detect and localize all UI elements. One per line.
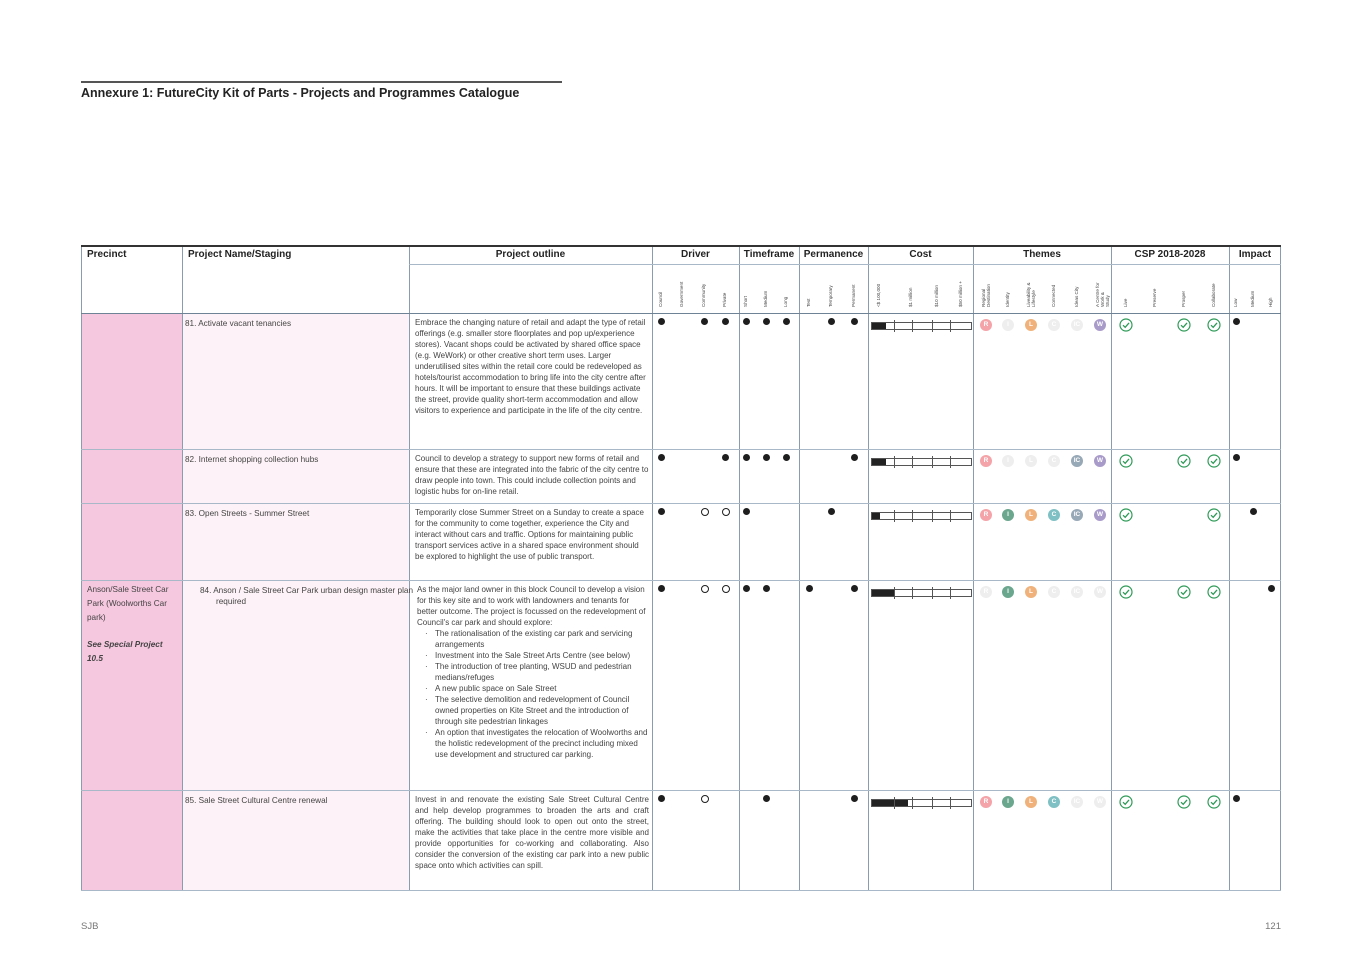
cost-bar-fill bbox=[872, 459, 886, 465]
cost-bar-tick bbox=[950, 320, 951, 332]
subheader-timeframe-2: Long bbox=[783, 296, 788, 307]
permanence-filled-dot bbox=[851, 318, 858, 325]
project-name: 81. Activate vacant tenancies bbox=[185, 319, 292, 328]
theme-ic-badge: IC bbox=[1071, 455, 1083, 467]
project-outline-bullet: · A new public space on Sale Street bbox=[435, 683, 651, 694]
driver-open-dot bbox=[701, 795, 709, 803]
timeframe-filled-dot bbox=[763, 318, 770, 325]
row-divider bbox=[81, 449, 1281, 450]
csp-check-icon bbox=[1177, 795, 1191, 809]
row-divider bbox=[81, 890, 1281, 891]
driver-filled-dot bbox=[658, 318, 665, 325]
csp-check-icon bbox=[1207, 795, 1221, 809]
theme-w-badge: W bbox=[1094, 796, 1106, 808]
project-outline-bullet: · The rationalisation of the existing car park and servicing arrangements bbox=[435, 628, 651, 650]
footer-company: SJB bbox=[81, 921, 99, 932]
csp-check-icon bbox=[1177, 454, 1191, 468]
cost-bar-tick bbox=[912, 320, 913, 332]
impact-filled-dot bbox=[1233, 454, 1240, 461]
impact-filled-dot bbox=[1268, 585, 1275, 592]
theme-c-badge: C bbox=[1048, 455, 1060, 467]
csp-check-icon bbox=[1119, 318, 1133, 332]
precinct-name: Anson/Sale Street Car Park (Woolworths Car park) bbox=[87, 585, 169, 622]
cost-bar-tick bbox=[932, 456, 933, 468]
subheader-impact-1: Medium bbox=[1250, 290, 1255, 307]
column-divider bbox=[868, 247, 869, 890]
permanence-filled-dot bbox=[828, 318, 835, 325]
cost-bar-fill bbox=[872, 513, 880, 519]
header-precinct: Precinct bbox=[87, 249, 127, 260]
impact-filled-dot bbox=[1233, 795, 1240, 802]
theme-i-badge: I bbox=[1002, 509, 1014, 521]
driver-filled-dot bbox=[701, 318, 708, 325]
cost-bar-tick bbox=[912, 797, 913, 809]
cost-bar-tick bbox=[912, 510, 913, 522]
csp-check-icon bbox=[1207, 454, 1221, 468]
header-project-outline: Project outline bbox=[495, 249, 566, 260]
theme-c-badge: C bbox=[1048, 796, 1060, 808]
projects-catalogue-table bbox=[81, 245, 1281, 890]
subheader-permanence-2: Permanent bbox=[851, 284, 856, 307]
theme-l-badge: L bbox=[1025, 796, 1037, 808]
cost-bar-tick bbox=[950, 797, 951, 809]
subheader-timeframe-1: Medium bbox=[763, 290, 768, 307]
project-outline: Invest in and renovate the existing Sale Street Cultural Centre and help develop programmes to broaden the arts and craft offering. The building should look to open out onto the street, make the activities that take place in the centre more visible and provide opportunities for co-working and collaborating. Also consider the conversion of the existing car park into a new public space onto which activities can spill. bbox=[415, 795, 649, 870]
project-outline: Council to develop a strategy to support new forms of retail and ensure that these are integrated into the fabric of the city centre to draw people into town. This could include collection points and logistic hubs for on-line retail. bbox=[415, 454, 649, 496]
cost-bar-tick bbox=[932, 510, 933, 522]
permanence-filled-dot bbox=[806, 585, 813, 592]
driver-filled-dot bbox=[658, 454, 665, 461]
project-outline: Embrace the changing nature of retail and adapt the type of retail offerings (e.g. smaller store floorplates and pop up/experience stores). Vacant shops could be activated by shared office space (e.g. WeWork) or other creative short term uses. Larger underutilised sites within the retail core could be redeveloped as hotels/tourist accommodation to bring life into the city centre after hours. It will be important to ensure that these buildings activate the street, provide quality short-term accommodation and allow visitors to experience and participate in the life of the city centre. bbox=[415, 318, 646, 415]
header-driver: Driver bbox=[681, 249, 710, 260]
theme-c-badge: C bbox=[1048, 586, 1060, 598]
theme-r-badge: R bbox=[980, 455, 992, 467]
subheader-driver-0: Council bbox=[658, 291, 663, 307]
cost-bar-tick bbox=[894, 320, 895, 332]
cost-bar bbox=[871, 589, 972, 597]
column-divider bbox=[799, 247, 800, 890]
cost-bar-tick bbox=[912, 587, 913, 599]
csp-check-icon bbox=[1119, 508, 1133, 522]
column-divider bbox=[652, 247, 653, 890]
subheader-impact-0: Low bbox=[1233, 298, 1238, 307]
cost-bar bbox=[871, 322, 972, 330]
subheader-themes-2: Liveability & Lifestyle bbox=[1025, 282, 1036, 307]
theme-l-badge: L bbox=[1025, 319, 1037, 331]
cost-bar-tick bbox=[932, 797, 933, 809]
theme-i-badge: I bbox=[1002, 586, 1014, 598]
theme-r-badge: R bbox=[980, 319, 992, 331]
row-divider bbox=[81, 790, 1281, 791]
header-csp: CSP 2018-2028 bbox=[1134, 249, 1206, 260]
timeframe-filled-dot bbox=[763, 454, 770, 461]
subheader-driver-2: Community bbox=[701, 283, 706, 307]
driver-open-dot bbox=[701, 508, 709, 516]
subheader-driver-1: Government bbox=[679, 281, 684, 307]
subheader-cost-2: $10 million bbox=[934, 285, 939, 307]
title-rule bbox=[81, 81, 562, 83]
subheader-csp-0: Live bbox=[1123, 298, 1128, 307]
subheader-csp-2: Prosper bbox=[1181, 290, 1186, 307]
theme-c-badge: C bbox=[1048, 509, 1060, 521]
timeframe-filled-dot bbox=[783, 454, 790, 461]
project-outline-list bbox=[417, 628, 651, 760]
column-divider bbox=[1229, 247, 1230, 890]
column-divider bbox=[1111, 247, 1112, 890]
cost-bar-fill bbox=[872, 800, 908, 806]
impact-filled-dot bbox=[1250, 508, 1257, 515]
permanence-filled-dot bbox=[828, 508, 835, 515]
subheader-csp-3: Collaborate bbox=[1211, 283, 1216, 307]
theme-i-badge: I bbox=[1002, 319, 1014, 331]
subheader-themes-3: Connected bbox=[1051, 284, 1056, 307]
column-divider bbox=[81, 247, 82, 890]
precinct-note: See Special Project 10.5 bbox=[87, 640, 163, 663]
driver-open-dot bbox=[701, 585, 709, 593]
project-outline: Temporarily close Summer Street on a Sunday to create a space for the community to come together, experience the City and interact without cars and traffic. Options for maintaining public transport services active in a shared space environment should be explored to highlight the use of public transport. bbox=[415, 508, 644, 561]
header-permanence: Permanence bbox=[803, 249, 864, 260]
cost-bar-tick bbox=[950, 456, 951, 468]
header-bottom-rule bbox=[81, 313, 1281, 314]
subheader-driver-3: Private bbox=[722, 292, 727, 307]
permanence-filled-dot bbox=[851, 585, 858, 592]
theme-w-badge: W bbox=[1094, 509, 1106, 521]
page-title: Annexure 1: FutureCity Kit of Parts - Projects and Programmes Catalogue bbox=[81, 86, 520, 100]
column-divider bbox=[182, 247, 183, 890]
theme-l-badge: L bbox=[1025, 509, 1037, 521]
cost-bar bbox=[871, 799, 972, 807]
cost-bar-tick bbox=[894, 510, 895, 522]
subheader-csp-1: Preserve bbox=[1152, 288, 1157, 307]
project-outline-bullet: · The selective demolition and redevelopment of Council owned properties on Kite Street and the introduction of through site pedestrian linkages bbox=[435, 694, 651, 727]
csp-check-icon bbox=[1177, 318, 1191, 332]
cost-bar-tick bbox=[950, 510, 951, 522]
timeframe-filled-dot bbox=[743, 585, 750, 592]
cost-bar-tick bbox=[912, 456, 913, 468]
timeframe-filled-dot bbox=[743, 454, 750, 461]
table-top-rule bbox=[81, 245, 1281, 247]
subheader-impact-2: High bbox=[1268, 297, 1273, 307]
cost-bar-fill bbox=[872, 590, 894, 596]
subheader-themes-1: Identity bbox=[1005, 292, 1010, 307]
cost-bar-tick bbox=[894, 456, 895, 468]
permanence-filled-dot bbox=[851, 795, 858, 802]
theme-r-badge: R bbox=[980, 796, 992, 808]
csp-check-icon bbox=[1119, 585, 1133, 599]
subheader-themes-4: Ideas City bbox=[1074, 286, 1079, 307]
driver-open-dot bbox=[722, 508, 730, 516]
cost-bar-tick bbox=[932, 587, 933, 599]
csp-check-icon bbox=[1207, 318, 1221, 332]
header-themes: Themes bbox=[1023, 249, 1061, 260]
driver-filled-dot bbox=[722, 318, 729, 325]
theme-i-badge: I bbox=[1002, 455, 1014, 467]
subheader-timeframe-0: Short bbox=[743, 296, 748, 307]
subheader-cost-3: $50 million + bbox=[957, 281, 963, 307]
driver-filled-dot bbox=[658, 795, 665, 802]
csp-check-icon bbox=[1119, 454, 1133, 468]
cost-bar-tick bbox=[950, 587, 951, 599]
project-outline-bullet: · An option that investigates the relocation of Woolworths and the holistic redevelopment of the precinct including mixed use development and structured car parking. bbox=[435, 727, 651, 760]
csp-check-icon bbox=[1207, 508, 1221, 522]
theme-ic-badge: IC bbox=[1071, 586, 1083, 598]
subheader-permanence-0: Test bbox=[806, 298, 811, 307]
permanence-filled-dot bbox=[851, 454, 858, 461]
project-outline-intro: As the major land owner in this block Council to develop a vision for this key site and to work with landowners and tenants for better outcome. The project is focussed on the redevelopment of Council's car park and should explore: bbox=[417, 585, 646, 627]
cost-bar-tick bbox=[932, 320, 933, 332]
cost-bar-tick bbox=[894, 587, 895, 599]
impact-filled-dot bbox=[1233, 318, 1240, 325]
cost-bar bbox=[871, 512, 972, 520]
project-outline-bullet: · Investment into the Sale Street Arts Centre (see below) bbox=[435, 650, 651, 661]
project-outline bbox=[417, 584, 651, 760]
theme-w-badge: W bbox=[1094, 586, 1106, 598]
theme-ic-badge: IC bbox=[1071, 796, 1083, 808]
precinct-label bbox=[87, 583, 179, 666]
project-outline-bullet: · The introduction of tree planting, WSUD and pedestrian medians/refuges bbox=[435, 661, 651, 683]
theme-l-badge: L bbox=[1025, 455, 1037, 467]
project-name: 82. Internet shopping collection hubs bbox=[185, 455, 319, 464]
row-divider bbox=[81, 580, 1281, 581]
column-divider bbox=[409, 247, 410, 890]
csp-check-icon bbox=[1177, 585, 1191, 599]
theme-r-badge: R bbox=[980, 586, 992, 598]
theme-i-badge: I bbox=[1002, 796, 1014, 808]
project-name: 84. Anson / Sale Street Car Park urban design master plan required bbox=[200, 586, 413, 606]
driver-open-dot bbox=[722, 585, 730, 593]
driver-filled-dot bbox=[658, 508, 665, 515]
header-impact: Impact bbox=[1238, 249, 1272, 260]
subheader-permanence-1: Temporary bbox=[828, 285, 833, 307]
timeframe-filled-dot bbox=[763, 795, 770, 802]
subheader-themes-0: Regional Destination bbox=[980, 284, 991, 307]
header-cost: Cost bbox=[909, 249, 932, 260]
theme-ic-badge: IC bbox=[1071, 509, 1083, 521]
timeframe-filled-dot bbox=[743, 508, 750, 515]
row-divider bbox=[81, 503, 1281, 504]
theme-ic-badge: IC bbox=[1071, 319, 1083, 331]
timeframe-filled-dot bbox=[743, 318, 750, 325]
subheader-cost-0: <$ 100,000 bbox=[876, 283, 881, 307]
header-divider bbox=[409, 264, 1281, 265]
header-timeframe: Timeframe bbox=[743, 249, 795, 260]
theme-w-badge: W bbox=[1094, 319, 1106, 331]
csp-check-icon bbox=[1207, 585, 1221, 599]
theme-c-badge: C bbox=[1048, 319, 1060, 331]
driver-filled-dot bbox=[658, 585, 665, 592]
project-name: 85. Sale Street Cultural Centre renewal bbox=[185, 796, 328, 805]
footer-page-number: 121 bbox=[1265, 921, 1281, 932]
subheader-themes-5: A Centre for Work & Study bbox=[1094, 282, 1110, 307]
theme-w-badge: W bbox=[1094, 455, 1106, 467]
theme-r-badge: R bbox=[980, 509, 992, 521]
subheader-cost-1: $1 million bbox=[908, 287, 913, 307]
column-divider bbox=[1280, 247, 1281, 890]
column-divider bbox=[973, 247, 974, 890]
csp-check-icon bbox=[1119, 795, 1133, 809]
header-project-name: Project Name/Staging bbox=[188, 249, 292, 260]
cost-bar bbox=[871, 458, 972, 466]
timeframe-filled-dot bbox=[783, 318, 790, 325]
timeframe-filled-dot bbox=[763, 585, 770, 592]
cost-bar-tick bbox=[894, 797, 895, 809]
project-name: 83. Open Streets - Summer Street bbox=[185, 509, 310, 518]
driver-filled-dot bbox=[722, 454, 729, 461]
theme-l-badge: L bbox=[1025, 586, 1037, 598]
column-divider bbox=[739, 247, 740, 890]
cost-bar-fill bbox=[872, 323, 886, 329]
